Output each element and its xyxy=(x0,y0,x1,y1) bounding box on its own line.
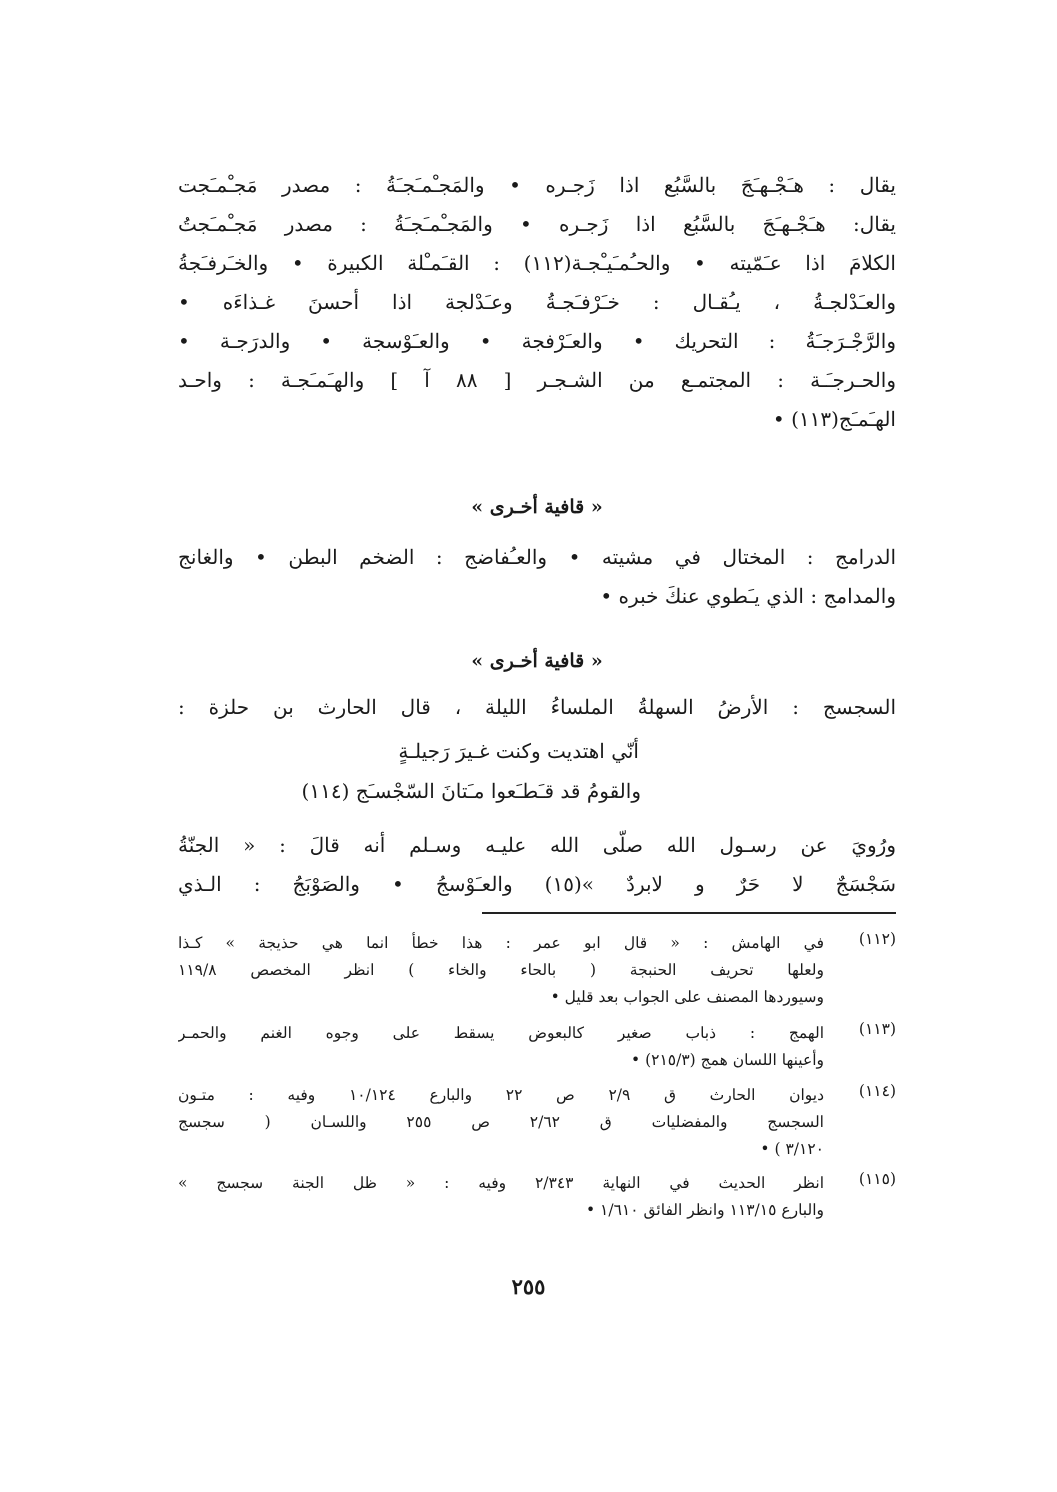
section-heading: « قافية أخـرى » xyxy=(471,496,603,518)
text-line: يقال: هـَجْـهـَجَ بالسَّبُع اذا زَجـره • والمَجـْمـَجـَةُ : مصدر مَجـْمـَجتُ xyxy=(178,212,896,236)
text-line: والرَّجْـرَجـَةُ : التحريك • والعـَرْفجة • والعـَوْسجة • والدرَجـة • xyxy=(178,329,896,353)
footnote-line: السجسج والمفضليات ق ٢/٦٢ ص ٢٥٥ واللسـان ( سجسج xyxy=(178,1113,824,1131)
footnote-line: الهمج : ذباب صغير كالبعوض يسقط على وجوه الغنم والحمـر xyxy=(178,1024,824,1042)
footnote-line: في الهامش : « قال ابو عمر : هذا خطأ انما هي حذيجة » كـذا xyxy=(178,934,824,952)
footnote-line: ٣/١٢٠ ) • xyxy=(760,1140,824,1158)
text-line: والمدامج : الذي يـَطوي عنكَ خبره • xyxy=(600,584,896,608)
footnote-115 xyxy=(178,1170,896,1224)
text-line: الدرامج : المختال في مشيته • والعـُفاضج : الضخم البطن • والغانج xyxy=(178,545,896,569)
footnote-number: (١١٤) xyxy=(858,1082,896,1100)
footnote-line: والبارع ١١٣/١٥ وانظر الفائق ١/٦١٠ • xyxy=(585,1201,824,1219)
paragraph-sajsaj xyxy=(178,688,896,727)
paragraph-hadith xyxy=(178,826,896,904)
paragraph-daramij xyxy=(178,538,896,616)
poem-verse-first: أنّي اهتديت وكنت غـيرَ رَجيلـةٍ xyxy=(398,739,639,763)
footnote-line: ولعلها تحريف الحنبجة ( بالحاء والخاء ) انظر المخصص ١١٩/٨ xyxy=(178,961,824,979)
footnote-113 xyxy=(178,1020,896,1074)
footnote-separator xyxy=(482,912,896,914)
footnote-line: ديوان الحارث ق ٢/٩ ص ٢٢ والبارع ١٠/١٢٤ وفيه : متـون xyxy=(178,1086,824,1104)
text-line: سَجْسَجٌ لا حَرٌ و لابردٌ »(١٥) والعـَوْسجُ • والصَوْبَجُ : الـذي xyxy=(178,872,896,896)
footnote-line: انظر الحديث في النهاية ٢/٣٤٣ وفيه : « ظل الجنة سجسج » xyxy=(178,1174,824,1192)
text-line: الكلامَ اذا عـَمّيته • والحـُمـَيـْجـة(١١٢) : القـَمـْلة الكبيرة • والخـَرفـَجةُ xyxy=(178,251,896,275)
text-line: السجسج : الأرضُ السهلةُ الملساءُ الليلة ، قال الحارث بن حلزة : xyxy=(178,695,896,719)
footnote-line: وسيوردها المصنف على الجواب بعد قليل • xyxy=(550,988,824,1006)
footnote-number: (١١٣) xyxy=(858,1020,896,1038)
footnote-number: (١١٢) xyxy=(858,930,896,948)
footnote-line: وأعينها اللسان همج (٢١٥/٣) • xyxy=(631,1051,824,1069)
page-number: ٢٥٥ xyxy=(511,1274,546,1299)
footnote-114 xyxy=(178,1082,896,1163)
text-line: ورُويَ عن رسـول الله صلّى الله عليـه وسـلم أنه قالَ : « الجنّةُ xyxy=(178,833,896,857)
footnote-number: (١١٥) xyxy=(858,1170,896,1188)
paragraph-hajhaja xyxy=(178,166,896,439)
text-line: والعـَدْلجـةُ ، يـُقـال : خـَرْفـَجـةُ وعـَدْلجة اذا أحسنَ غـذاءَه • xyxy=(178,290,896,314)
text-line: يقال : هـَجْـهـَجَ بالسَّبُع اذا زَجـره • والمَجـْمـَجـَةُ : مصدر مَجـْمـَجت xyxy=(178,173,896,197)
poem-verse-second: والقومُ قد قـَطـَعوا مـَتانَ السّجْسـَج (١١٤) xyxy=(301,779,641,803)
text-line: الهـَمـَج(١١٣) • xyxy=(772,407,896,431)
section-heading: « قافية أخـرى » xyxy=(471,650,603,672)
text-line: والحـرجـَـة : المجتمـع من الشـجـر [ ٨٨ آ ] والهـَمـَجـة : واحـد xyxy=(178,368,896,392)
footnote-112 xyxy=(178,930,896,1011)
